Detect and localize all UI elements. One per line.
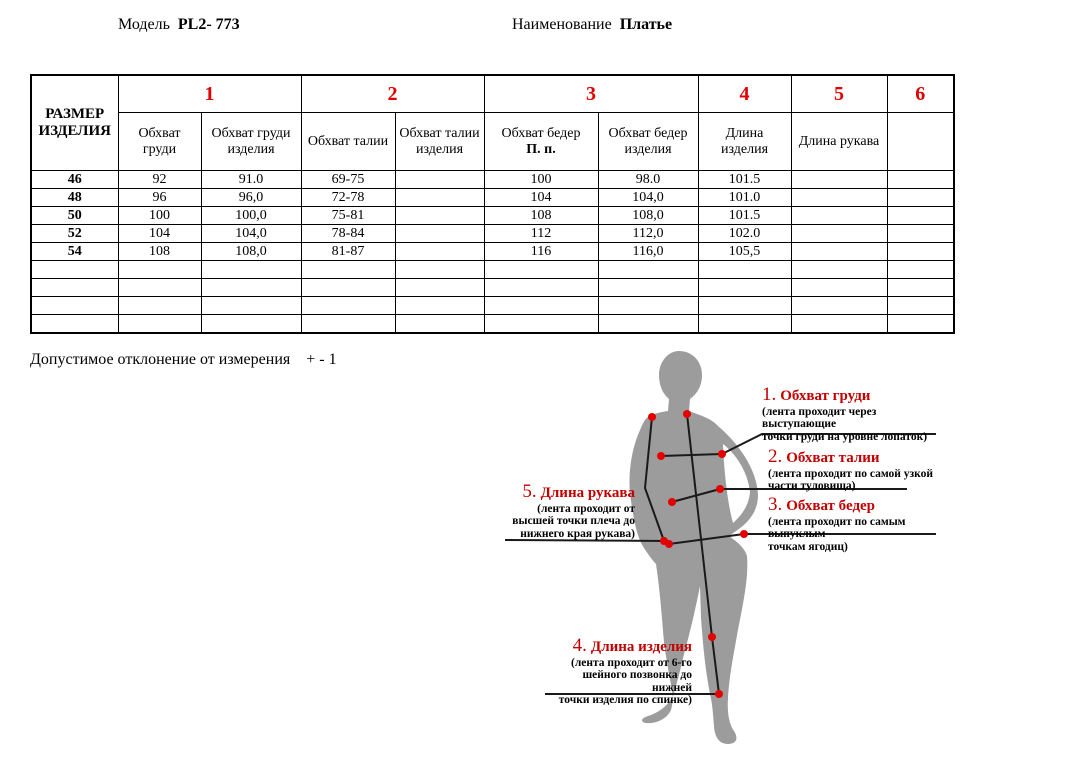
column-header-hips: Обхват бедер П. п. (484, 113, 598, 171)
annotation-garment-length-desc: (лента проходит от 6-го шейного позвонка до нижней точки изделия по спинке) (558, 657, 692, 707)
value-cell: 75-81 (301, 207, 395, 225)
tolerance-note: Допустимое отклонение от измерения + - 1 (30, 351, 337, 368)
value-cell: 96,0 (201, 189, 301, 207)
group-header-2: 2 (301, 75, 484, 113)
value-cell: 108,0 (598, 207, 698, 225)
column-header-hips-garment: Обхват бедер изделия (598, 113, 698, 171)
column-header-waist: Обхват талии (301, 113, 395, 171)
annotation-garment-length (545, 636, 692, 707)
value-cell: 100,0 (201, 207, 301, 225)
column-header-chest: Обхват груди (118, 113, 201, 171)
size-cell: 46 (31, 171, 118, 189)
measurement-point-chest-left (657, 452, 665, 460)
group-header-3: 3 (484, 75, 698, 113)
column-header-length: Длина изделия (698, 113, 791, 171)
value-cell: 101.0 (698, 189, 791, 207)
column-header-sleeve: Длина рукава (791, 113, 887, 171)
value-cell: 108 (484, 207, 598, 225)
annotation-waist-desc: (лента проходит по самой узкой части туловища) (768, 468, 934, 493)
annotation-hips-title: 3. Обхват бедер (768, 494, 876, 515)
group-header-1: 1 (118, 75, 301, 113)
measurement-point-waist-right (716, 485, 724, 493)
annotation-chest-title: 1. Обхват груди (762, 384, 871, 405)
value-cell: 104,0 (201, 225, 301, 243)
value-cell: 112,0 (598, 225, 698, 243)
value-cell: 102.0 (698, 225, 791, 243)
annotation-sleeve-length (503, 482, 635, 540)
value-cell: 112 (484, 225, 598, 243)
group-header-5: 5 (791, 75, 887, 113)
column-header-waist-garment: Обхват талии изделия (395, 113, 484, 171)
value-cell: 116 (484, 243, 598, 261)
group-header-6: 6 (887, 75, 954, 113)
measurement-point-chest-right (718, 450, 726, 458)
value-cell: 108 (118, 243, 201, 261)
value-cell: 72-78 (301, 189, 395, 207)
size-cell: 52 (31, 225, 118, 243)
size-column-header: РАЗМЕР ИЗДЕЛИЯ (31, 75, 118, 171)
value-cell: 100 (484, 171, 598, 189)
measurement-point-knee (708, 633, 716, 641)
value-cell: 91.0 (201, 171, 301, 189)
value-cell: 78-84 (301, 225, 395, 243)
value-cell: 104 (484, 189, 598, 207)
annotation-hips-desc: (лента проходит по самым выпуклым точкам ягодиц) (768, 516, 906, 553)
value-cell: 98.0 (598, 171, 698, 189)
name-label: Наименование (512, 16, 620, 33)
annotation-sleeve-length-desc: (лента проходит от высшей точки плеча до нижнего края рукава) (512, 503, 635, 540)
measurement-point-neck (683, 410, 691, 418)
measurement-point-ankle (715, 690, 723, 698)
name-value: Платье (619, 16, 673, 33)
size-cell: 48 (31, 189, 118, 207)
value-cell: 104 (118, 225, 201, 243)
value-cell: 104,0 (598, 189, 698, 207)
annotation-waist (768, 447, 958, 493)
column-header-chest-garment: Обхват груди изделия (201, 113, 301, 171)
group-header-4: 4 (698, 75, 791, 113)
value-cell: 92 (118, 171, 201, 189)
measurement-point-waist-left (668, 498, 676, 506)
annotation-waist-title: 2. Обхват талии (768, 446, 880, 467)
model-label: Модель (118, 16, 178, 33)
measurement-point-hip-right (740, 530, 748, 538)
size-cell: 50 (31, 207, 118, 225)
value-cell: 101.5 (698, 207, 791, 225)
annotation-garment-length-title: 4. Длина изделия (572, 635, 692, 656)
annotation-chest (762, 385, 952, 443)
value-cell: 108,0 (201, 243, 301, 261)
measurement-point-wrist (660, 537, 668, 545)
annotation-hips (768, 495, 958, 553)
model-value: PL2- 773 (177, 16, 240, 33)
value-cell: 81-87 (301, 243, 395, 261)
annotation-sleeve-length-title: 5. Длина рукава (522, 481, 635, 502)
measurement-point-shoulder (648, 413, 656, 421)
value-cell: 116,0 (598, 243, 698, 261)
value-cell: 105,5 (698, 243, 791, 261)
value-cell: 101.5 (698, 171, 791, 189)
value-cell: 96 (118, 189, 201, 207)
annotation-chest-desc: (лента проходит через выступающие точки груди на уровне лопаток) (762, 406, 928, 443)
value-cell: 100 (118, 207, 201, 225)
value-cell: 69-75 (301, 171, 395, 189)
size-cell: 54 (31, 243, 118, 261)
